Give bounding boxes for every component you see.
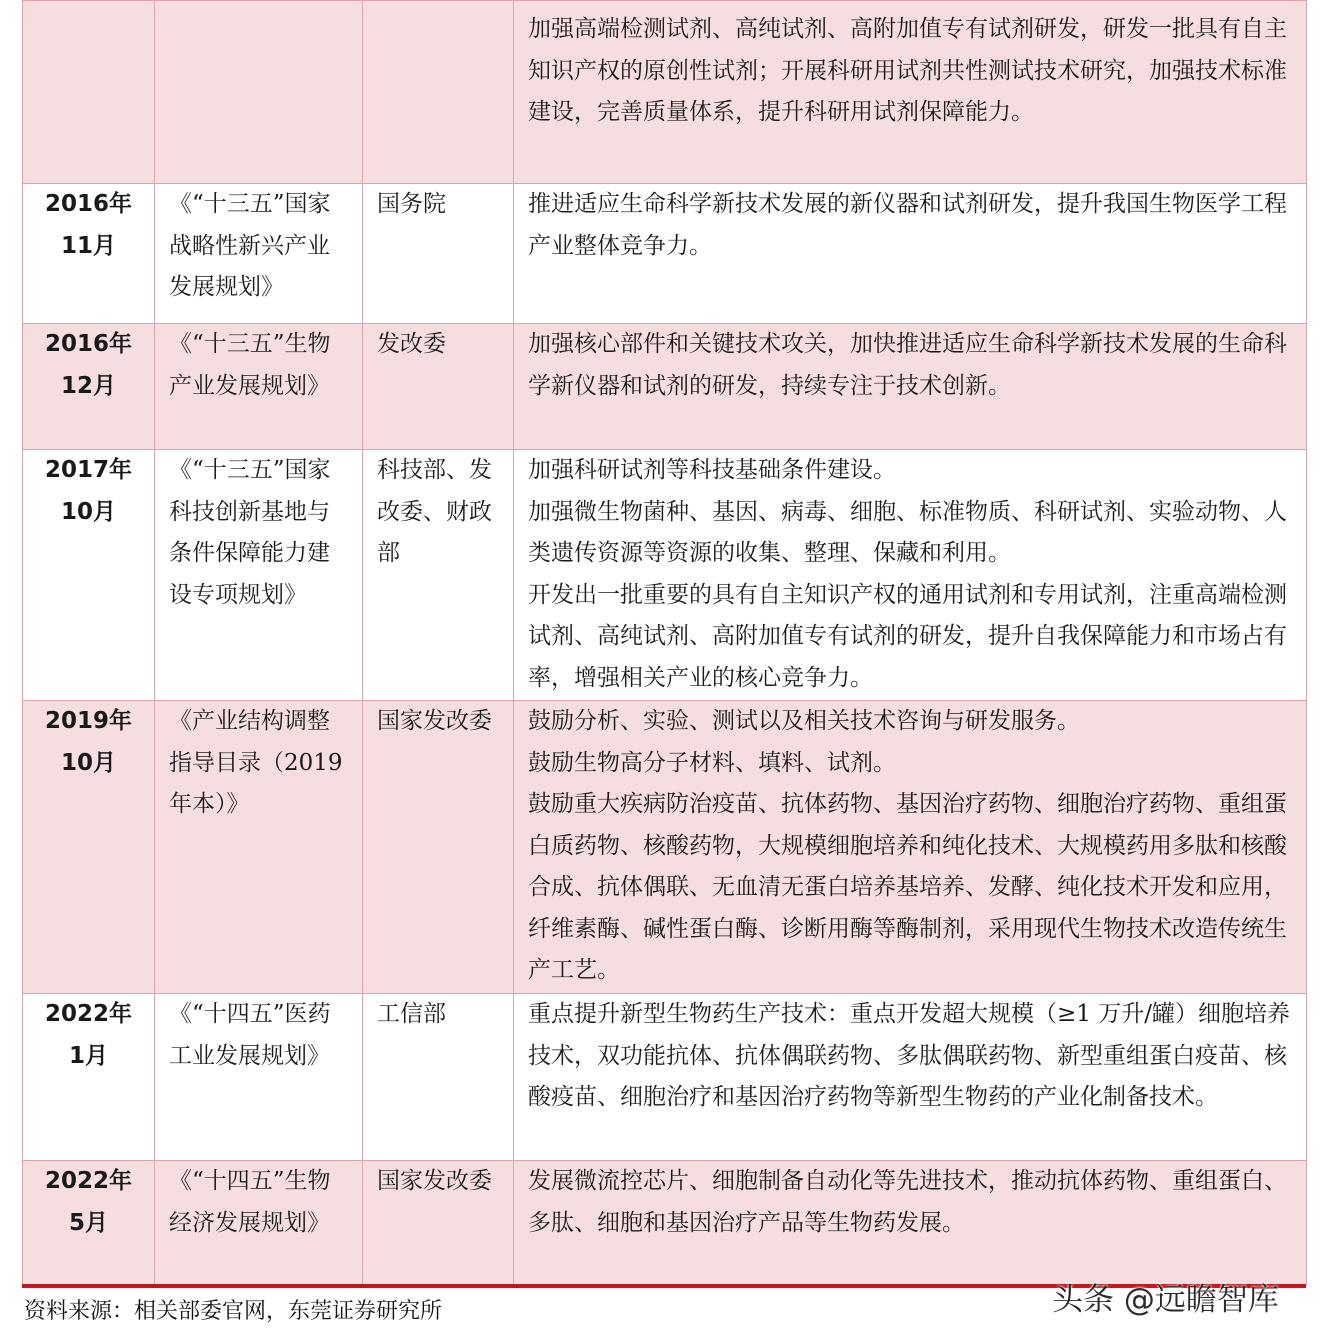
department-cell: 国家发改委 (363, 1161, 514, 1285)
table-row (23, 994, 1307, 1161)
content-cell: 重点提升新型生物药生产技术：重点开发超大规模（≥1 万升/罐）细胞培养技术，双功能抗体、抗体偶联药物、多肽偶联药物、新型重组蛋白疫苗、核酸疫苗、细胞治疗和基因治疗药物等新型生物药的产业化制备技术。 (514, 994, 1307, 1161)
table-row (23, 450, 1307, 701)
date-cell: 2019年10月 (23, 701, 155, 994)
policy-table (22, 0, 1307, 1285)
document-cell: 《产业结构调整指导目录（2019年本）》 (155, 701, 363, 994)
date-cell: 2017年10月 (23, 450, 155, 701)
content-cell: 加强高端检测试剂、高纯试剂、高附加值专有试剂研发，研发一批具有自主知识产权的原创性试剂；开展科研用试剂共性测试技术研究，加强技术标准建设，完善质量体系，提升科研用试剂保障能力。 (514, 1, 1307, 184)
table-row (23, 701, 1307, 994)
date-cell: 2016年12月 (23, 324, 155, 450)
document-cell (155, 1, 363, 184)
date-cell (23, 1, 155, 184)
date-cell: 2022年1月 (23, 994, 155, 1161)
table-row (23, 324, 1307, 450)
document-cell: 《“十四五”医药工业发展规划》 (155, 994, 363, 1161)
watermark: 头条 @远瞻智库 (1052, 1282, 1279, 1318)
content-cell: 加强科研试剂等科技基础条件建设。 加强微生物菌种、基因、病毒、细胞、标准物质、科研试剂、实验动物、人类遗传资源等资源的收集、整理、保藏和利用。 开发出一批重要的具有自主知识产权的通用试剂和专用试剂，注重高端检测试剂、高纯试剂、高附加值专有试剂的研发，提升自我保障能力和市场占有率，增强相关产业的核心竞争力。 (514, 450, 1307, 701)
department-cell: 国家发改委 (363, 701, 514, 994)
date-cell: 2016年11月 (23, 184, 155, 324)
document-cell: 《“十四五”生物经济发展规划》 (155, 1161, 363, 1285)
document-cell: 《“十三五”国家战略性新兴产业发展规划》 (155, 184, 363, 324)
document-cell: 《“十三五”生物产业发展规划》 (155, 324, 363, 450)
content-cell: 加强核心部件和关键技术攻关，加快推进适应生命科学新技术发展的生命科学新仪器和试剂的研发，持续专注于技术创新。 (514, 324, 1307, 450)
department-cell: 科技部、发改委、财政部 (363, 450, 514, 701)
department-cell (363, 1, 514, 184)
department-cell: 工信部 (363, 994, 514, 1161)
table-row (23, 184, 1307, 324)
department-cell: 国务院 (363, 184, 514, 324)
date-cell: 2022年5月 (23, 1161, 155, 1285)
content-cell: 推进适应生命科学新技术发展的新仪器和试剂研发，提升我国生物医学工程产业整体竞争力。 (514, 184, 1307, 324)
content-cell: 鼓励分析、实验、测试以及相关技术咨询与研发服务。 鼓励生物高分子材料、填料、试剂。 鼓励重大疾病防治疫苗、抗体药物、基因治疗药物、细胞治疗药物、重组蛋白质药物、核酸药物，大规模细胞培养和纯化技术、大规模药用多肽和核酸合成、抗体偶联、无血清无蛋白培养基培养、发酵、纯化技术开发和应用，纤维素酶、碱性蛋白酶、诊断用酶等酶制剂，采用现代生物技术改造传统生产工艺。 (514, 701, 1307, 994)
table-row (23, 1, 1307, 184)
document-cell: 《“十三五”国家科技创新基地与条件保障能力建设专项规划》 (155, 450, 363, 701)
table-row (23, 1161, 1307, 1285)
department-cell: 发改委 (363, 324, 514, 450)
content-cell: 发展微流控芯片、细胞制备自动化等先进技术，推动抗体药物、重组蛋白、多肽、细胞和基因治疗产品等生物药发展。 (514, 1161, 1307, 1285)
source-note: 资料来源：相关部委官网，东莞证券研究所 (24, 1299, 443, 1324)
